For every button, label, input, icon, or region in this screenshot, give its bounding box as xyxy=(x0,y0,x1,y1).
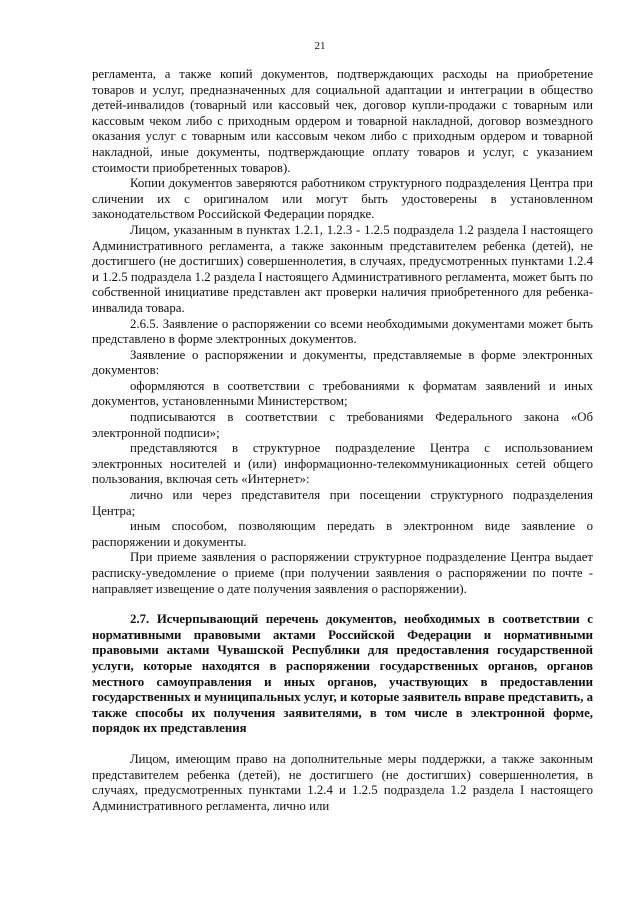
paragraph: Лицом, указанным в пунктах 1.2.1, 1.2.3 - 1.2.5 подраздела 1.2 раздела I настоящего Административного регламента, а также законным представителем ребенка (детей), не достигшего (не достигших) совершеннолетия, в случаях, предусмотренных пунктами 1.2.4 и 1.2.5 подраздела 1.2 раздела I настоящего Административного регламента, может быть по собственной инициативе представлен акт проверки наличия приобретенного для ребенка-инвалида товара. xyxy=(92,222,593,315)
paragraph: регламента, а также копий документов, подтверждающих расходы на приобретение товаров и услуг, предназначенных для социальной адаптации и интеграции в общество детей-инвалидов (товарный или кассовый чек, договор купли-продажи с товарным или кассовым чеком либо с приходным ордером и товарной накладной, договор возмездного оказания услуг с товарным или кассовым чеком либо с приходным ордером и товарной накладной, иные документы, подтверждающие оплату товаров и услуг, с указанием стоимости приобретенных товаров). xyxy=(92,67,593,175)
paragraph: Копии документов заверяются работником структурного подразделения Центра при сличении их с оригиналом или могут быть удостоверены в установленном законодательством Российской Федерации порядке. xyxy=(92,176,593,222)
paragraph: Лицом, имеющим право на дополнительные меры поддержки, а также законным представителем ребенка (детей), не достигшего (не достигших) совершеннолетия, в случаях, предусмотренных пунктами 1.2.4 и 1.2.5 подраздела 1.2 раздела I настоящего Административного регламента, лично или xyxy=(92,751,593,813)
section-heading: 2.7. Исчерпывающий перечень документов, необходимых в соответствии с нормативными правовыми актами Российской Федерации и нормативными правовыми актами Чувашской Республики для предоставления государственной услуги, которые находятся в распоряжении государственных органов, органов местного самоуправления и иных органов, участвующих в предоставлении государственных и муниципальных услуг, и которые заявитель вправе представить, а также способы их получения заявителями, в том числе в электронной форме, порядок их представления xyxy=(92,612,593,736)
paragraph: иным способом, позволяющим передать в электронном виде заявление о распоряжении и документы. xyxy=(92,519,593,549)
paragraph: 2.6.5. Заявление о распоряжении со всеми необходимыми документами может быть представлено в форме электронных документов. xyxy=(92,316,593,347)
paragraph: лично или через представителя при посещении структурного подразделения Центра; xyxy=(92,488,593,518)
paragraph: Заявление о распоряжении и документы, представляемые в форме электронных документов: xyxy=(92,347,593,378)
paragraph: оформляются в соответствии с требованиями к форматам заявлений и иных документов, установленными Министерством; xyxy=(92,378,593,409)
paragraph: представляются в структурное подразделение Центра с использованием электронных носителей и (или) информационно-телекоммуникационных сетей общего пользования, включая сеть «Интернет»: xyxy=(92,441,593,487)
paragraph: подписываются в соответствии с требованиями Федерального закона «Об электронной подписи»; xyxy=(92,410,593,440)
paragraph: При приеме заявления о распоряжении структурное подразделение Центра выдает расписку-уведомление о приеме (при получении заявления о распоряжении по почте - направляет извещение о дате получения заявления о распоряжении). xyxy=(92,550,593,596)
page-number: 21 xyxy=(314,40,326,52)
document-body xyxy=(92,67,593,814)
